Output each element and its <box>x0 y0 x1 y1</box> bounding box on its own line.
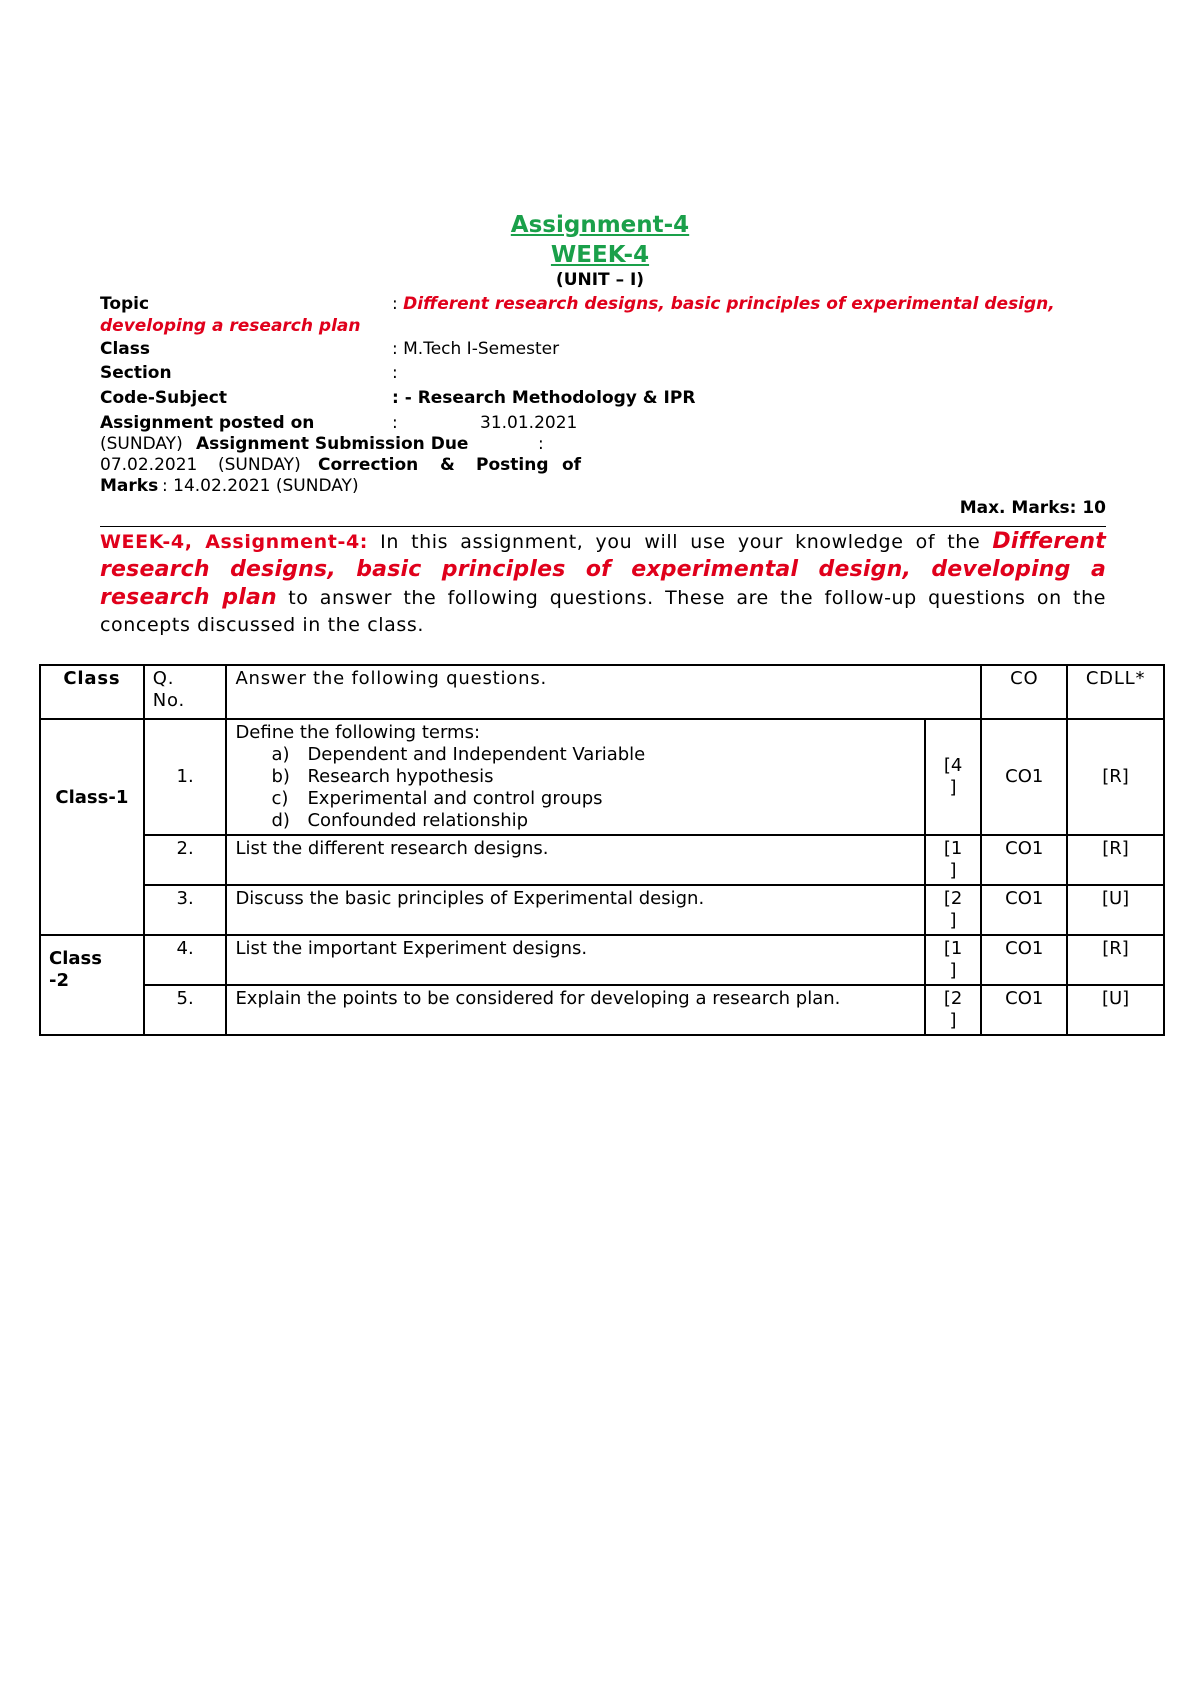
class-2-line-2: -2 <box>49 970 69 991</box>
marks-value: : 14.02.2021 (SUNDAY) <box>162 476 359 496</box>
due-label: Assignment Submission Due <box>196 434 469 454</box>
table-row <box>40 885 1164 935</box>
row-1-no: 1. <box>144 719 227 835</box>
row-5-marks <box>925 985 982 1035</box>
row-2-marks-1: [1 <box>943 838 963 859</box>
row-2-marks-2: ] <box>949 860 957 881</box>
row-4-marks-2: ] <box>949 960 957 981</box>
intro-paragraph <box>100 528 1106 639</box>
row-1-question-text: Define the following terms: <box>235 722 481 743</box>
due-day: (SUNDAY) <box>218 455 301 475</box>
term-b-text: Research hypothesis <box>307 766 494 787</box>
posted-label: Assignment posted on <box>100 413 315 433</box>
table-header-row <box>40 665 1164 719</box>
row-1-question <box>226 719 924 835</box>
questions-table <box>39 664 1165 1036</box>
term-c-letter: c) <box>271 788 289 809</box>
intro-topic: Different research designs, basic principles of experimental design, developing a research plan <box>100 529 1106 610</box>
row-2-no: 2. <box>144 835 227 885</box>
row-2-question: List the different research designs. <box>226 835 924 885</box>
class-value: : M.Tech I-Semester <box>392 339 560 359</box>
section-label: Section <box>100 363 172 383</box>
marks-label: Marks <box>100 476 159 496</box>
max-marks: Max. Marks: 10 <box>959 498 1106 518</box>
table-row <box>40 935 1164 985</box>
correction-amp: & <box>440 455 455 475</box>
header-co: CO <box>981 665 1067 719</box>
table-row <box>40 719 1164 835</box>
row-4-cdll: [R] <box>1067 935 1164 985</box>
row-3-no: 3. <box>144 885 227 935</box>
term-a-text: Dependent and Independent Variable <box>307 744 646 765</box>
row-3-marks-2: ] <box>949 910 957 931</box>
intro-text-1: In this assignment, you will use your knowledge of the <box>367 531 993 553</box>
row-4-marks <box>925 935 982 985</box>
row-3-co: CO1 <box>981 885 1067 935</box>
posted-day: (SUNDAY) <box>100 434 183 454</box>
list-item <box>271 766 915 788</box>
row-4-marks-1: [1 <box>943 938 963 959</box>
header-divider <box>100 526 1106 527</box>
row-5-co: CO1 <box>981 985 1067 1035</box>
intro-text-2: to answer the following questions. These are the follow-up questions on the concepts discussed in the class. <box>100 587 1106 636</box>
table-row <box>40 835 1164 885</box>
row-5-question: Explain the points to be considered for developing a research plan. <box>226 985 924 1035</box>
class-1-cell: Class-1 <box>40 719 144 935</box>
due-date: 07.02.2021 <box>100 455 198 475</box>
header-qno-1: Q. <box>152 668 175 689</box>
row-1-marks-2: ] <box>949 777 957 798</box>
row-1-marks <box>925 719 982 835</box>
list-item <box>271 810 915 832</box>
correction-label-2: Posting <box>476 455 549 475</box>
list-item <box>271 744 915 766</box>
posted-date: 31.01.2021 <box>480 413 578 433</box>
class-2-cell <box>40 935 144 1035</box>
header-qno <box>144 665 227 719</box>
correction-label-1: Correction <box>318 455 419 475</box>
code-subject-label: Code-Subject <box>100 388 227 408</box>
week-title: WEEK-4 <box>550 242 650 268</box>
intro-lead: WEEK-4, Assignment-4: <box>100 531 368 553</box>
row-5-marks-2: ] <box>949 1010 957 1031</box>
list-item <box>271 788 915 810</box>
row-4-question: List the important Experiment designs. <box>226 935 924 985</box>
header-cdll: CDLL* <box>1067 665 1164 719</box>
header-qno-2: No. <box>152 690 186 711</box>
term-d-letter: d) <box>271 810 290 831</box>
row-5-marks-1: [2 <box>943 988 963 1009</box>
unit-label: (UNIT – I) <box>555 270 645 290</box>
row-3-marks <box>925 885 982 935</box>
row-3-cdll: [U] <box>1067 885 1164 935</box>
row-1-cdll: [R] <box>1067 719 1164 835</box>
section-value: : <box>392 363 398 383</box>
term-d-text: Confounded relationship <box>307 810 529 831</box>
row-2-cdll: [R] <box>1067 835 1164 885</box>
term-a-letter: a) <box>271 744 290 765</box>
row-2-co: CO1 <box>981 835 1067 885</box>
row-5-cdll: [U] <box>1067 985 1164 1035</box>
topic-label: Topic <box>100 294 150 314</box>
topic-value-line1-wrap <box>392 293 1055 315</box>
header-class: Class <box>40 665 144 719</box>
assignment-title: Assignment-4 <box>510 212 690 238</box>
row-2-marks <box>925 835 982 885</box>
term-c-text: Experimental and control groups <box>307 788 603 809</box>
row-5-no: 5. <box>144 985 227 1035</box>
row-1-co: CO1 <box>981 719 1067 835</box>
due-sep: : <box>538 434 544 454</box>
row-4-co: CO1 <box>981 935 1067 985</box>
topic-value-line2: developing a research plan <box>100 316 361 336</box>
row-3-marks-1: [2 <box>943 888 963 909</box>
terms-list <box>235 744 915 832</box>
topic-sep: : <box>392 294 398 314</box>
header-question: Answer the following questions. <box>226 665 981 719</box>
class-label: Class <box>100 339 151 359</box>
topic-value-line1: Different research designs, basic principles of experimental design, <box>403 294 1055 314</box>
row-3-question: Discuss the basic principles of Experimental design. <box>226 885 924 935</box>
code-subject-value: : - Research Methodology & IPR <box>392 388 696 408</box>
row-4-no: 4. <box>144 935 227 985</box>
table-row <box>40 985 1164 1035</box>
posted-sep: : <box>392 413 398 433</box>
row-1-marks-1: [4 <box>943 755 963 776</box>
term-b-letter: b) <box>271 766 290 787</box>
correction-label-3: of <box>562 455 582 475</box>
class-2-line-1: Class <box>49 948 102 969</box>
